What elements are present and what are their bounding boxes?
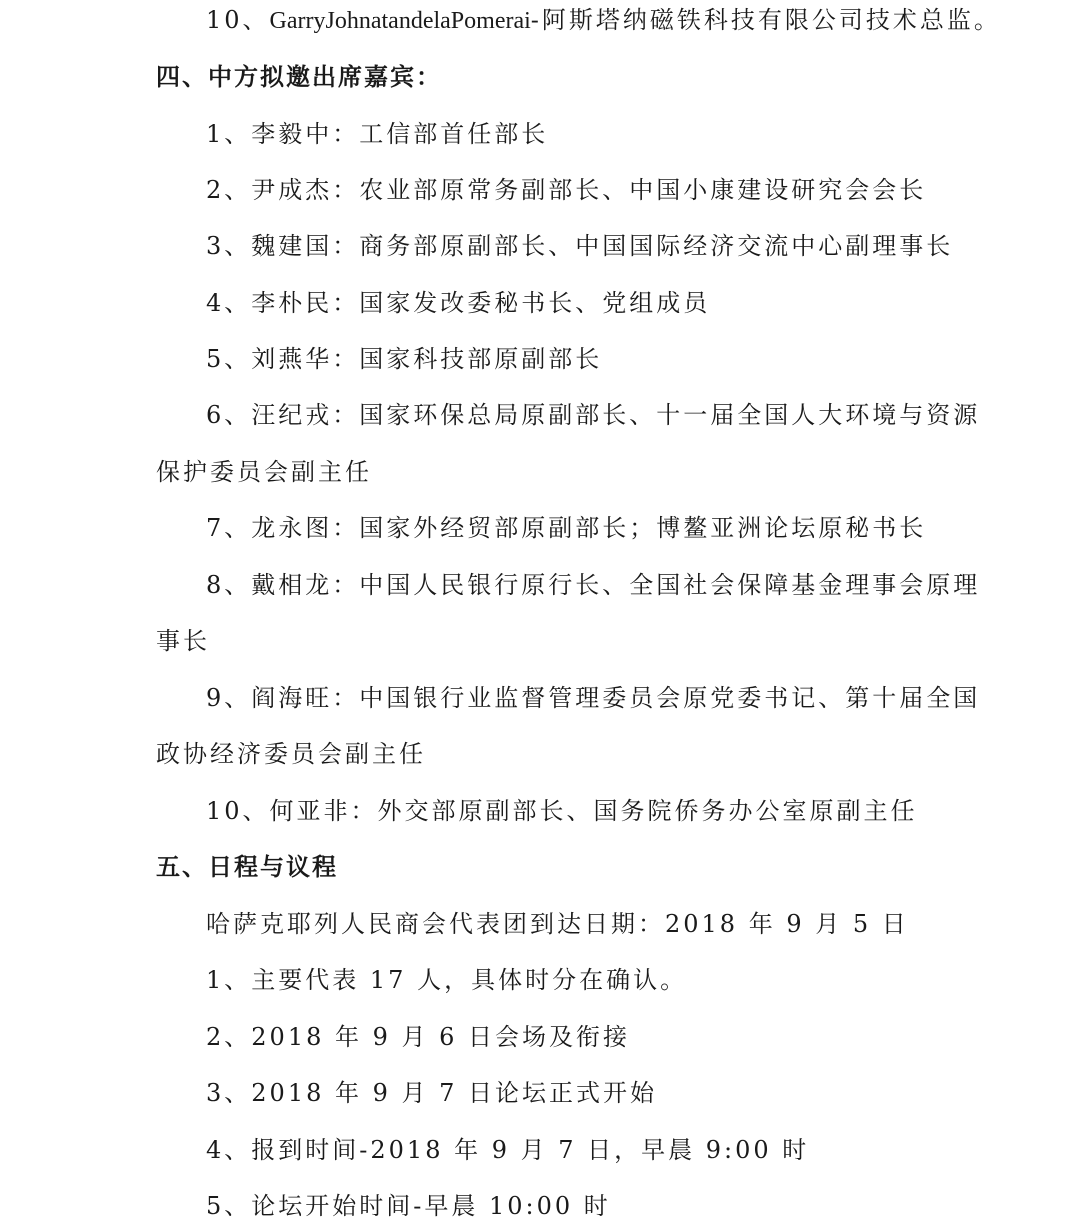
top-item-text: -阿斯塔纳磁铁科技有限公司技术总监。 xyxy=(530,6,1001,34)
guest-item-9-continuation: 政协经济委员会副主任 xyxy=(156,740,426,768)
guest-item-8-continuation: 事长 xyxy=(156,627,210,655)
guest-item-4 xyxy=(206,288,710,318)
guest-item-number: 2、 xyxy=(206,176,252,204)
schedule-item-4 xyxy=(206,1135,809,1165)
guest-item-1 xyxy=(206,119,548,149)
guest-item-number: 1、 xyxy=(206,120,252,148)
guest-item-6-continuation: 保护委员会副主任 xyxy=(156,458,372,486)
schedule-item-number: 2、 xyxy=(206,1023,252,1051)
guest-item-text: 汪纪戎：国家环保总局原副部长、十一届全国人大环境与资源 xyxy=(251,401,981,429)
guest-item-text: 魏建国：商务部原副部长、中国国际经济交流中心副理事长 xyxy=(251,232,954,260)
guest-item-text: 阎海旺：中国银行业监督管理委员会原党委书记、第十届全国 xyxy=(251,684,981,712)
schedule-item-text: 2018 年 9 月 6 日会场及衔接 xyxy=(251,1023,631,1051)
schedule-item-number: 4、 xyxy=(206,1136,252,1164)
guest-item-text: 李朴民：国家发改委秘书长、党组成员 xyxy=(251,289,711,317)
schedule-item-5 xyxy=(206,1191,611,1221)
guest-item-3 xyxy=(206,231,953,261)
section-five-heading: 五、日程与议程 xyxy=(156,852,338,881)
guest-item-9 xyxy=(206,683,980,713)
schedule-item-1 xyxy=(206,965,687,995)
schedule-item-number: 5、 xyxy=(206,1192,252,1220)
guest-item-10 xyxy=(206,796,918,826)
schedule-item-text: 报到时间-2018 年 9 月 7 日，早晨 9:00 时 xyxy=(251,1136,810,1164)
guest-item-number: 4、 xyxy=(206,289,252,317)
schedule-item-text: 主要代表 17 人，具体时分在确认。 xyxy=(251,966,688,994)
guest-item-number: 6、 xyxy=(206,401,252,429)
guest-item-number: 9、 xyxy=(206,684,252,712)
top-item-number: 10、 xyxy=(206,6,270,34)
schedule-item-3 xyxy=(206,1078,657,1108)
schedule-item-text: 2018 年 9 月 7 日论坛正式开始 xyxy=(251,1079,658,1107)
guest-item-number: 8、 xyxy=(206,571,252,599)
schedule-item-2 xyxy=(206,1022,630,1052)
top-item-line xyxy=(206,5,1001,36)
guest-item-2 xyxy=(206,175,926,205)
guest-item-6 xyxy=(206,400,980,430)
guest-item-8 xyxy=(206,570,980,600)
guest-item-text: 戴相龙：中国人民银行原行长、全国社会保障基金理事会原理 xyxy=(251,571,981,599)
schedule-item-text: 论坛开始时间-早晨 10:00 时 xyxy=(251,1192,611,1220)
guest-item-text: 刘燕华：国家科技部原副部长 xyxy=(251,345,603,373)
guest-item-number: 10、 xyxy=(206,797,270,825)
section-four-heading: 四、中方拟邀出席嘉宾： xyxy=(156,62,442,91)
guest-item-5 xyxy=(206,344,602,374)
arrival-date-line: 哈萨克耶列人民商会代表团到达日期：2018 年 9 月 5 日 xyxy=(206,910,909,938)
guest-item-number: 7、 xyxy=(206,514,252,542)
top-item-name: GarryJohnatandelaPomerai xyxy=(269,8,531,34)
guest-item-number: 3、 xyxy=(206,232,252,260)
schedule-item-number: 3、 xyxy=(206,1079,252,1107)
guest-item-text: 龙永图：国家外经贸部原副部长；博鳌亚洲论坛原秘书长 xyxy=(251,514,927,542)
guest-item-text: 尹成杰：农业部原常务副部长、中国小康建设研究会会长 xyxy=(251,176,927,204)
guest-item-7 xyxy=(206,513,926,543)
schedule-item-number: 1、 xyxy=(206,966,252,994)
guest-item-text: 李毅中：工信部首任部长 xyxy=(251,120,549,148)
guest-item-number: 5、 xyxy=(206,345,252,373)
guest-item-text: 何亚非：外交部原副部长、国务院侨务办公室原副主任 xyxy=(269,797,918,825)
